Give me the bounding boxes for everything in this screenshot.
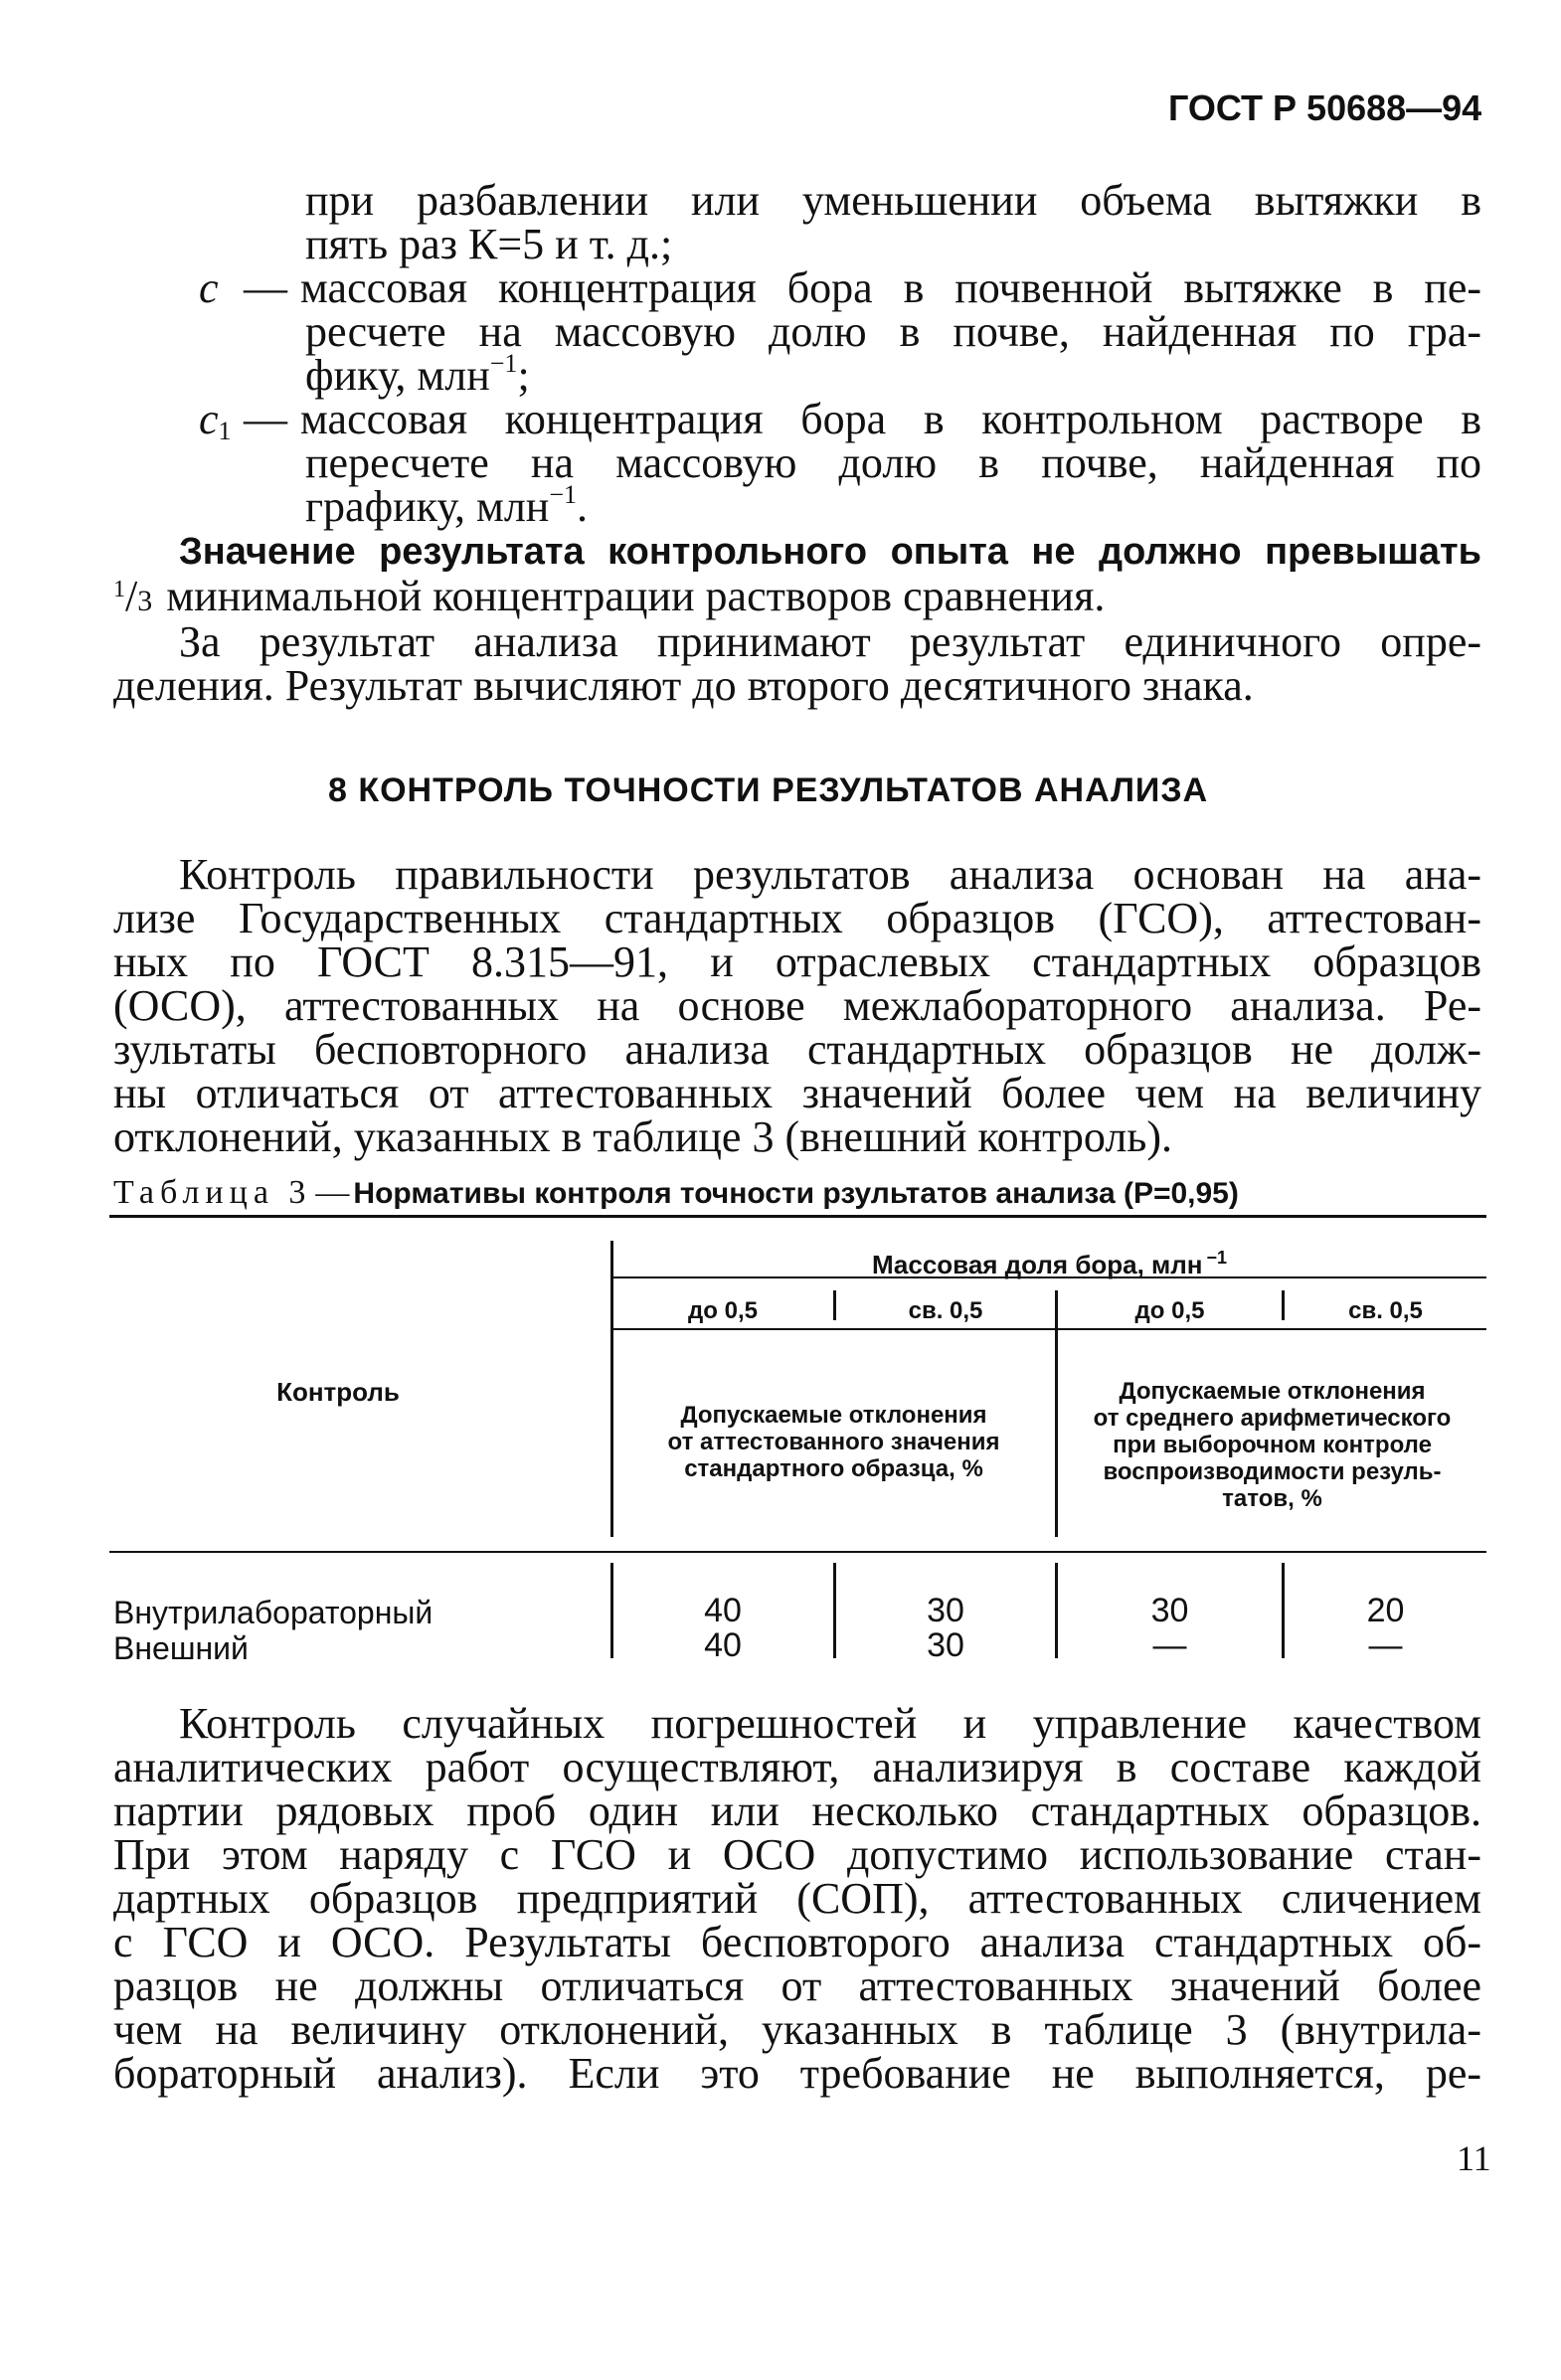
section-8-line: лизе Государственных стандартных образцов (ГСО), аттестован- bbox=[113, 894, 1481, 942]
table-cell: 30 bbox=[927, 1592, 964, 1629]
def-c-line-2: ресчете на массовую долю в почве, найденная по гра- bbox=[305, 307, 1481, 356]
section-8-line: зультаты бесповторного анализа стандартных образцов не долж- bbox=[113, 1025, 1481, 1074]
table-cell: — bbox=[1368, 1626, 1403, 1664]
table-subheader: св. 0,5 bbox=[1348, 1297, 1423, 1324]
random-errors-line: Контроль случайных погрешностей и управление качеством bbox=[179, 1699, 1481, 1748]
def-c-line-3: фику, млн$^{-1}$; bbox=[305, 349, 530, 400]
table-cell: 30 bbox=[927, 1626, 964, 1664]
random-errors-line: аналитических работ осуществляют, анализируя в составе каждой bbox=[113, 1743, 1481, 1791]
table-top-rule bbox=[109, 1215, 1486, 1218]
table-row-header: Контроль bbox=[276, 1377, 400, 1407]
random-errors-line: чем на величину отклонений, указанных в таблице 3 (внутрила- bbox=[113, 2005, 1481, 2054]
def-c-dash: — bbox=[244, 263, 287, 312]
table-group-header: Массовая доля бора, млн $^{-1}$ bbox=[871, 1248, 1228, 1279]
section-8-line: (ОСО), аттестованных на основе межлабораторного анализа. Ре- bbox=[113, 981, 1481, 1030]
random-errors-line: бораторный анализ). Если это требование не выполняется, ре- bbox=[113, 2049, 1481, 2098]
control-paragraph-line-2: $^1$/3 минимальной концентрации растворов сравнения. bbox=[113, 572, 1106, 620]
def-c1-line-3: графику, млн$^{-1}$. bbox=[305, 480, 589, 531]
table-row-label: Внутрилабораторный bbox=[113, 1595, 434, 1630]
control-paragraph-line-1: Значение результата контрольного опыта не должно превышать bbox=[179, 531, 1481, 573]
section-8-line: ны отличаться от аттестованных значений более чем на величину bbox=[113, 1069, 1481, 1117]
page-number: 11 bbox=[1457, 2138, 1491, 2178]
table-subheader: до 0,5 bbox=[688, 1297, 758, 1324]
table-subheader: до 0,5 bbox=[1134, 1297, 1205, 1324]
table-cell: 30 bbox=[1150, 1592, 1189, 1629]
table-divider bbox=[610, 1241, 613, 1537]
table-header-rule bbox=[109, 1551, 1486, 1553]
random-errors-line: партии рядовых проб один или несколько стандартных образцов. bbox=[113, 1786, 1481, 1835]
random-errors-line: с ГСО и ОСО. Результаты бесповторого анализа стандартных об- bbox=[113, 1918, 1481, 1966]
continuation-line-2: пять раз К=5 и т. д.; bbox=[305, 220, 673, 268]
section-8-line: отклонений, указанных в таблице 3 (внешний контроль). bbox=[113, 1112, 1173, 1161]
table-subheader-rule bbox=[612, 1328, 1486, 1330]
def-c1-dash: — bbox=[244, 395, 287, 443]
def-c1-line-2: пересчете на массовую долю в почве, найденная по bbox=[305, 438, 1481, 487]
random-errors-line: дартных образцов предприятий (СОП), аттестованных сличением bbox=[113, 1874, 1481, 1923]
random-errors-line: При этом наряду с ГСО и ОСО допустимо использование стан- bbox=[113, 1830, 1481, 1879]
table-cell: 40 bbox=[704, 1626, 742, 1664]
table-subheader: св. 0,5 bbox=[908, 1297, 983, 1324]
section-8-line: Контроль правильности результатов анализа основан на ана- bbox=[179, 850, 1481, 899]
def-c-symbol: с bbox=[199, 263, 219, 312]
def-c1-symbol: с1 bbox=[199, 395, 232, 445]
def-c1-line-1: массовая концентрация бора в контрольном растворе в bbox=[300, 395, 1481, 443]
table-cell: 20 bbox=[1366, 1592, 1405, 1629]
random-errors-line: разцов не должны отличаться от аттестованных значений более bbox=[113, 1961, 1481, 2010]
result-paragraph-line-1: За результат анализа принимают результат единичного опре- bbox=[179, 617, 1481, 666]
continuation-line-1: при разбавлении или уменьшении объема вытяжки в bbox=[305, 176, 1481, 225]
section-8-heading: 8 КОНТРОЛЬ ТОЧНОСТИ РЕЗУЛЬТАТОВ АНАЛИЗА bbox=[328, 771, 1209, 809]
table-row-label: Внешний bbox=[113, 1630, 249, 1666]
table-3-caption: Таблица 3 — Нормативы контроля точности рзультатов анализа (P=0,95) bbox=[113, 1174, 1239, 1211]
result-paragraph-line-2: деления. Результат вычисляют до второго десятичного знака. bbox=[113, 661, 1254, 710]
table-cell: 40 bbox=[704, 1592, 742, 1629]
def-c-line-1: массовая концентрация бора в почвенной вытяжке в пе- bbox=[300, 263, 1481, 312]
table-cell: — bbox=[1152, 1626, 1187, 1664]
section-8-line: ных по ГОСТ 8.315—91, и отраслевых стандартных образцов bbox=[113, 937, 1481, 986]
page-header: ГОСТ Р 50688—94 bbox=[1168, 87, 1482, 128]
